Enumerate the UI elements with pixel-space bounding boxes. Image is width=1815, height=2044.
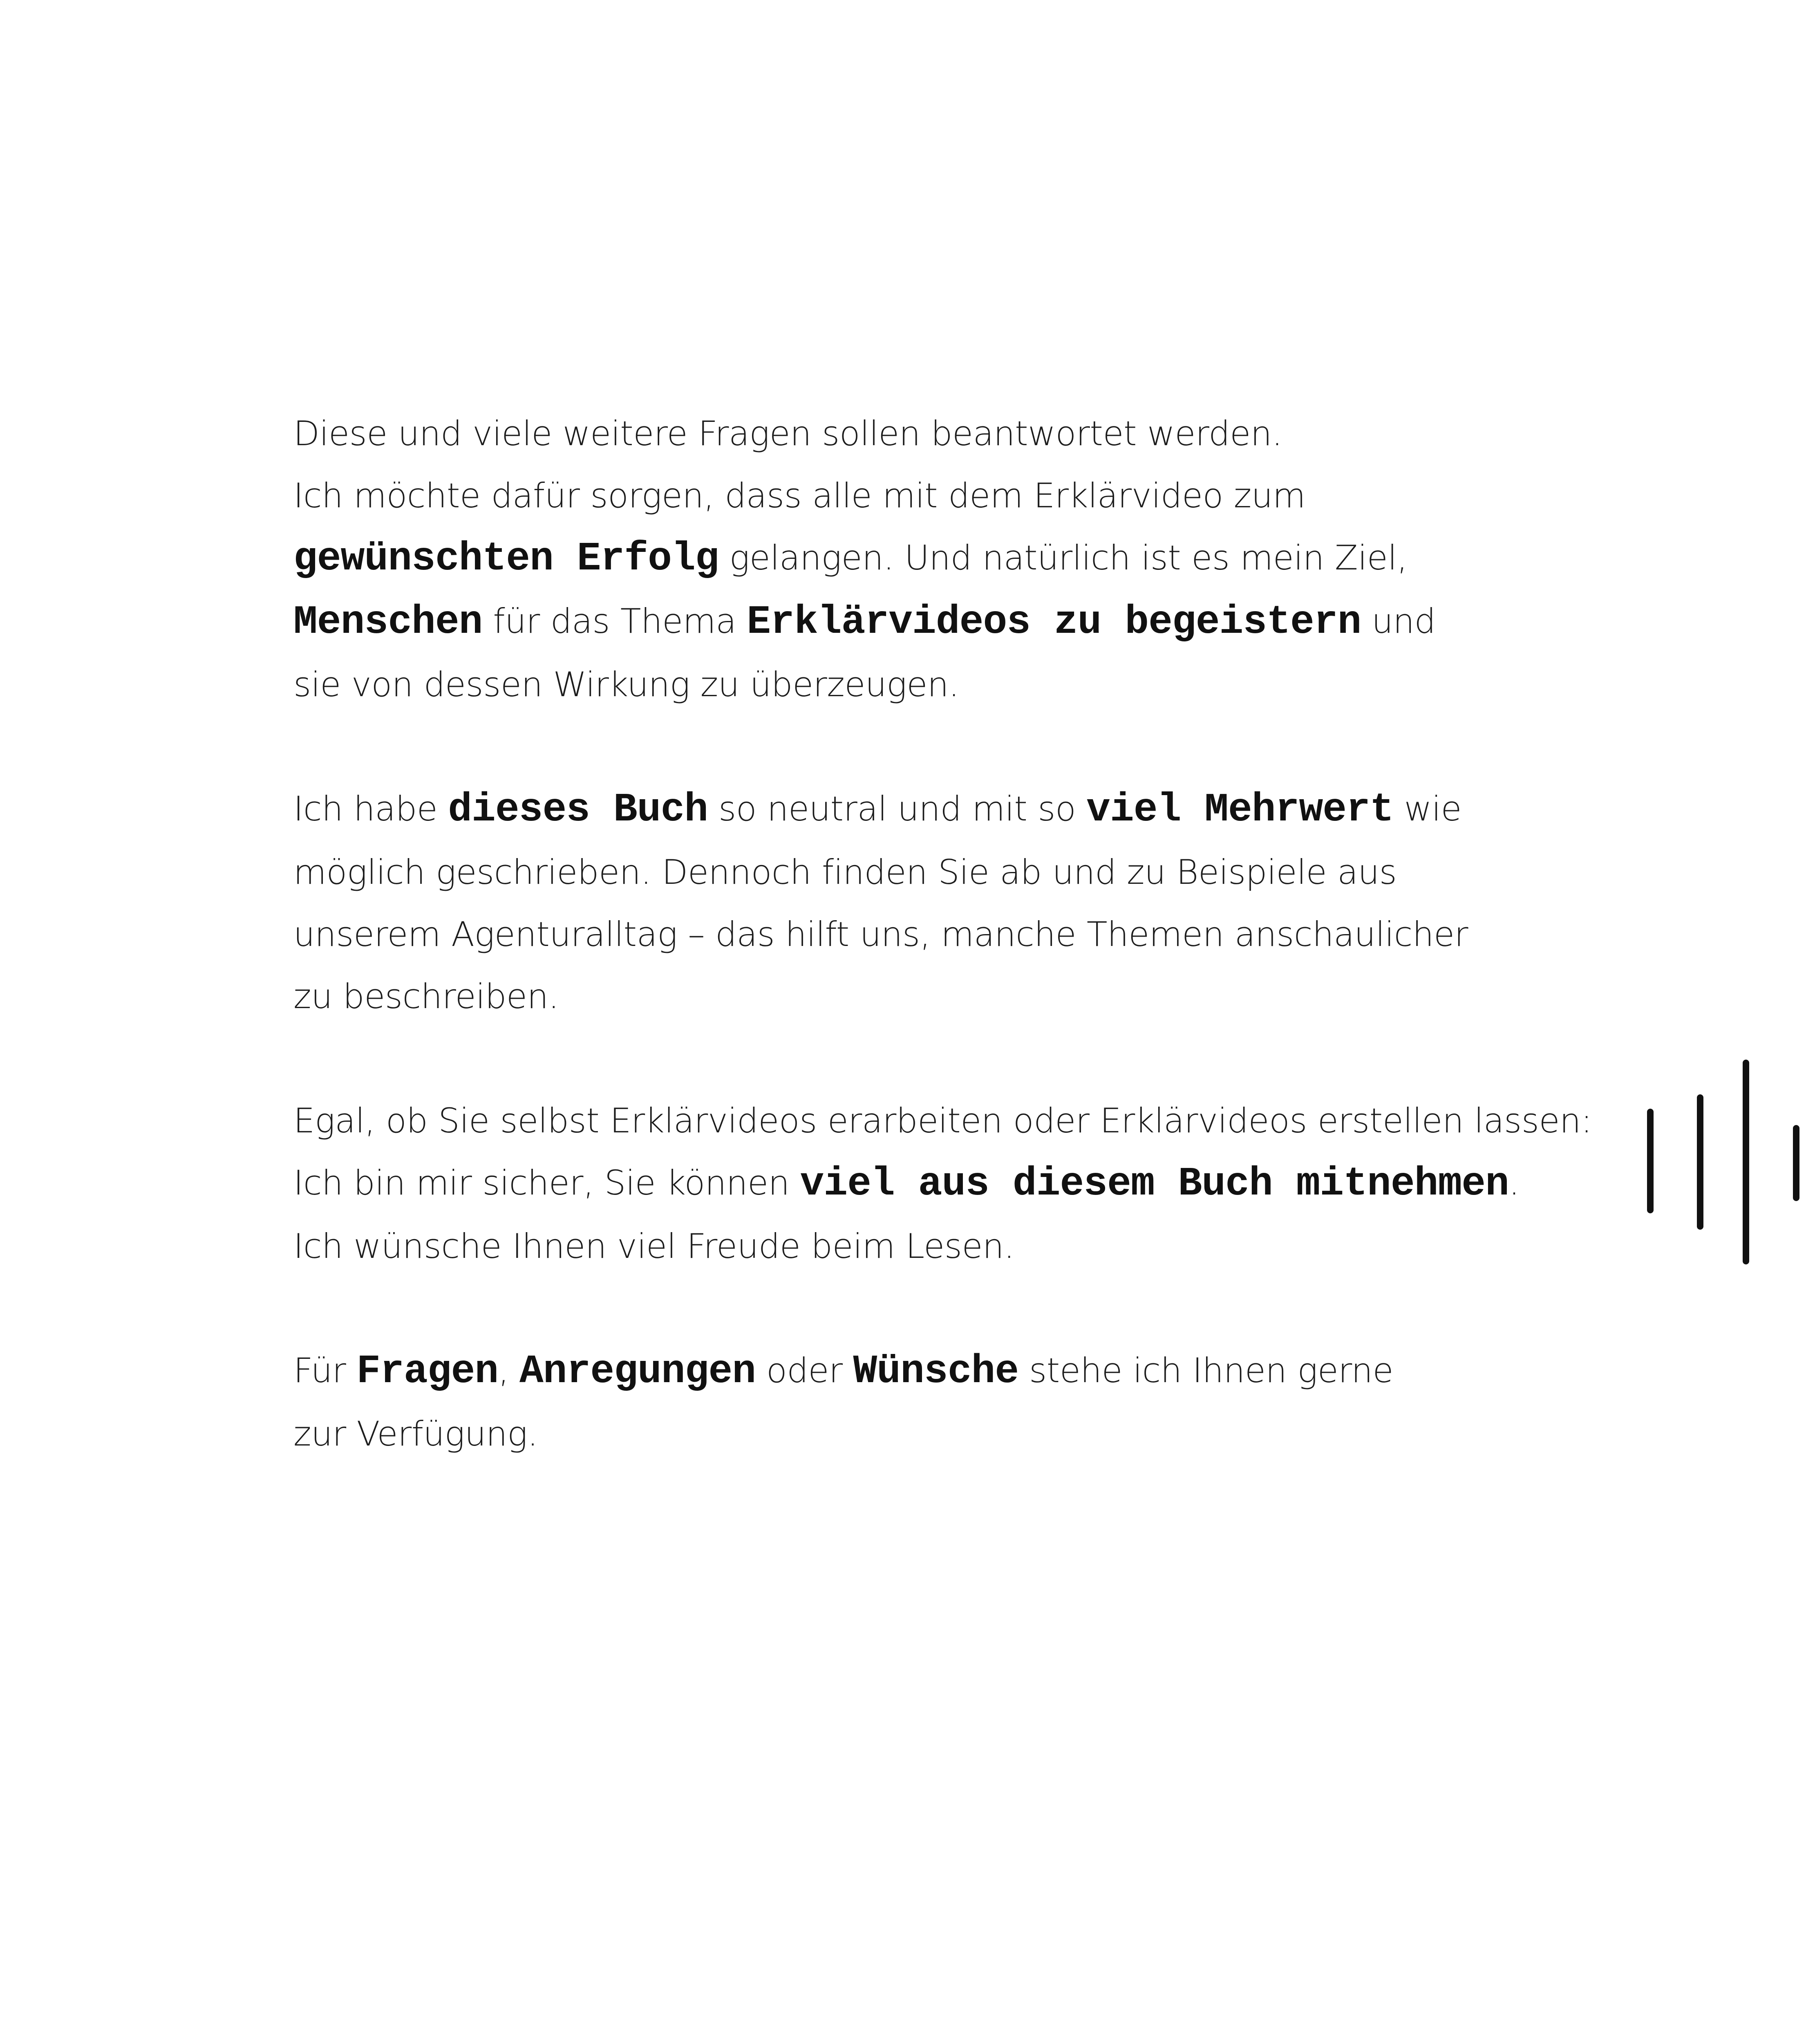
highlight-phrase: dieses Buch [448,787,708,833]
highlight-phrase: Anregungen [519,1349,756,1394]
text-segment: wie [1393,789,1462,829]
text-segment: zur Verfügung. [293,1414,538,1454]
highlight-phrase: viel Mehrwert [1086,787,1394,833]
text-segment: Ich bin mir sicher, Sie können [293,1163,800,1203]
text-segment: möglich geschrieben. Dennoch finden Sie ab und zu Beispiele aus [293,852,1397,892]
text-segment: , [498,1351,519,1390]
text-segment: Ich habe [293,789,448,829]
text-line [293,465,1560,527]
text-line [293,903,1560,966]
text-line [293,1152,1560,1215]
paragraph [293,403,1560,716]
text-line [293,841,1560,903]
text-segment: Diese und viele weitere Fragen sollen beantwortet werden. [293,414,1282,453]
text-line [293,527,1560,590]
text-line [293,1340,1560,1403]
text-segment: zu beschreiben. [293,977,559,1016]
highlight-phrase: viel aus diesem Buch mitnehmen [800,1161,1509,1207]
text-segment: gelangen. Und natürlich ist es mein Ziel, [718,538,1408,578]
text-segment: sie von dessen Wirkung zu überzeugen. [293,665,959,704]
text-segment: . [1508,1163,1520,1203]
highlight-phrase: gewünschten Erfolg [293,536,719,582]
body-text [293,403,1592,1465]
text-segment: stehe ich Ihnen gerne [1018,1351,1394,1390]
text-segment: Für [293,1351,357,1390]
text-segment: für das Thema [482,601,747,641]
text-line [293,778,1560,841]
paragraph [293,1340,1560,1465]
paragraph [293,1090,1592,1278]
text-line [293,1215,1560,1278]
text-line [293,1090,1592,1152]
paragraph [293,778,1560,1028]
text-segment: Egal, ob Sie selbst Erklärvideos erarbeiten oder Erklärvideos erstellen lassen: [293,1101,1592,1141]
highlight-phrase: Wünsche [853,1349,1019,1394]
text-segment: oder [756,1351,853,1390]
text-segment: Ich wünsche Ihnen viel Freude beim Lesen. [293,1226,1015,1266]
text-segment: so neutral und mit so [708,789,1087,829]
text-segment: unserem Agenturalltag – das hilft uns, manche Themen anschaulicher [293,914,1468,954]
text-line [293,966,1560,1028]
text-line [293,1403,1560,1465]
text-line [293,654,1560,716]
text-line [293,590,1560,654]
highlight-phrase: Erklärvideos zu begeistern [747,600,1361,645]
text-line [293,403,1560,465]
highlight-phrase: Fragen [356,1349,499,1394]
sound-wave-bars-icon [1639,1055,1802,1275]
text-segment: Ich möchte dafür sorgen, dass alle mit dem Erklärvideo zum [293,476,1306,515]
text-segment: und [1361,601,1436,641]
highlight-phrase: Menschen [293,600,483,645]
